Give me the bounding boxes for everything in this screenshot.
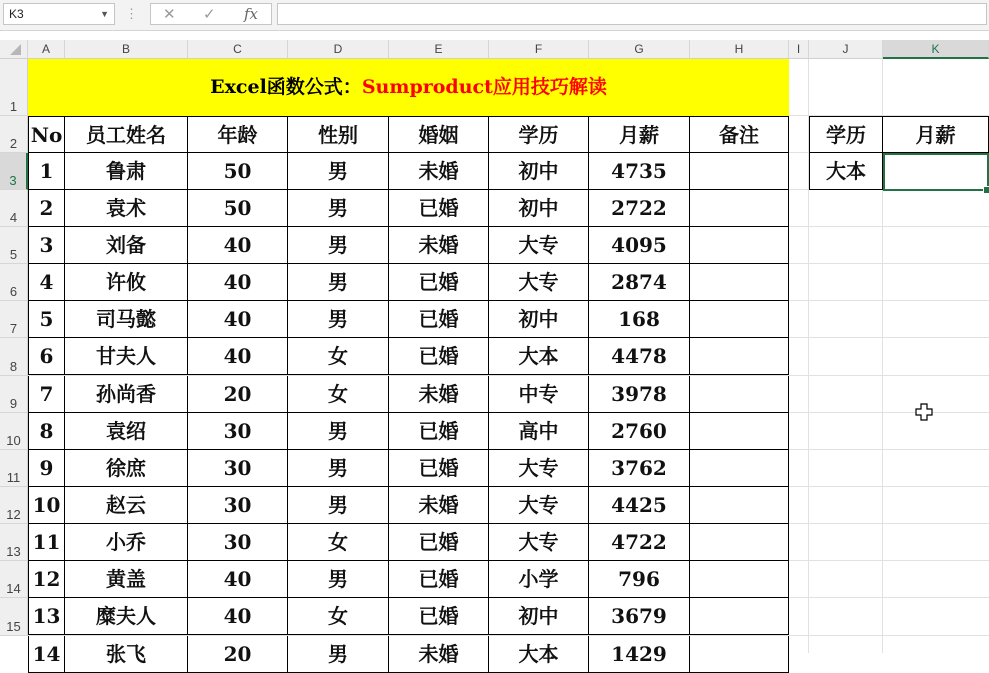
table-cell[interactable]: 男 — [288, 153, 389, 190]
table-cell[interactable]: 大本 — [489, 636, 589, 673]
row-header-5[interactable] — [0, 227, 28, 264]
table-cell[interactable]: 男 — [288, 301, 389, 338]
row-number: 13 — [6, 544, 21, 559]
column-header-i[interactable]: I — [789, 40, 809, 59]
row-header-14[interactable] — [0, 561, 28, 598]
table-cell[interactable]: 5 — [28, 301, 65, 338]
table-cell[interactable]: 40 — [188, 561, 288, 598]
table-cell[interactable]: 初中 — [489, 598, 589, 635]
table-cell[interactable] — [690, 524, 789, 561]
table-cell[interactable]: 13 — [28, 598, 65, 635]
table-header-cell[interactable]: 备注 — [690, 116, 789, 153]
table-cell[interactable]: 10 — [28, 487, 65, 524]
cancel-icon[interactable]: ✕ — [163, 5, 176, 23]
row-header-3[interactable] — [0, 153, 28, 190]
sheet-title[interactable] — [28, 59, 789, 116]
table-cell[interactable] — [690, 376, 789, 413]
row-number: 9 — [9, 396, 18, 411]
row-number: 14 — [6, 581, 21, 596]
table-cell[interactable] — [690, 338, 789, 375]
table-cell[interactable]: 已婚 — [389, 413, 489, 450]
table-cell[interactable]: 女 — [288, 598, 389, 635]
column-header-c[interactable]: C — [188, 40, 288, 59]
table-cell[interactable]: 初中 — [489, 153, 589, 190]
table-cell[interactable]: 未婚 — [389, 487, 489, 524]
row-number: 12 — [6, 507, 21, 522]
row-number: 11 — [6, 470, 21, 485]
table-cell[interactable]: 未婚 — [389, 376, 489, 413]
row-header-15[interactable] — [0, 598, 28, 636]
row-number: 15 — [6, 619, 21, 634]
table-cell[interactable]: 大专 — [489, 264, 589, 301]
table-cell[interactable] — [690, 190, 789, 227]
table-cell[interactable]: 4735 — [589, 153, 690, 190]
table-cell[interactable]: 796 — [589, 561, 690, 598]
table-header-cell[interactable]: No — [28, 116, 65, 153]
row-number: 2 — [9, 136, 18, 151]
side-cell[interactable]: 大本 — [809, 153, 883, 190]
table-header-cell[interactable]: 年龄 — [188, 116, 288, 153]
table-cell[interactable]: 已婚 — [389, 338, 489, 375]
table-cell[interactable]: 2 — [28, 190, 65, 227]
column-header-b[interactable]: B — [65, 40, 188, 59]
table-cell[interactable]: 未婚 — [389, 636, 489, 673]
table-header-cell[interactable]: 学历 — [489, 116, 589, 153]
name-box[interactable] — [3, 3, 115, 25]
table-cell[interactable]: 赵云 — [65, 487, 188, 524]
table-cell[interactable]: 1 — [28, 153, 65, 190]
table-cell[interactable]: 40 — [188, 264, 288, 301]
table-cell[interactable]: 女 — [288, 338, 389, 375]
table-cell[interactable]: 4425 — [589, 487, 690, 524]
table-cell[interactable]: 男 — [288, 413, 389, 450]
table-cell[interactable]: 女 — [288, 376, 389, 413]
table-cell[interactable]: 小学 — [489, 561, 589, 598]
table-cell[interactable]: 2874 — [589, 264, 690, 301]
table-cell[interactable]: 已婚 — [389, 190, 489, 227]
table-cell[interactable]: 已婚 — [389, 450, 489, 487]
row-header-1[interactable] — [0, 59, 28, 116]
table-cell[interactable]: 30 — [188, 413, 288, 450]
table-header-cell[interactable]: 月薪 — [589, 116, 690, 153]
table-cell[interactable] — [690, 227, 789, 264]
formula-bar — [0, 0, 989, 31]
name-box-value: K3 — [9, 7, 24, 21]
table-cell[interactable]: 男 — [288, 227, 389, 264]
column-header-j[interactable]: J — [809, 40, 883, 59]
table-cell[interactable]: 张飞 — [65, 636, 188, 673]
table-cell[interactable]: 20 — [188, 636, 288, 673]
column-headers — [0, 40, 989, 59]
select-all-corner[interactable] — [0, 40, 28, 59]
row-number: 10 — [6, 433, 21, 448]
table-cell[interactable] — [690, 598, 789, 635]
table-cell[interactable]: 大专 — [489, 487, 589, 524]
table-cell[interactable]: 大本 — [489, 338, 589, 375]
table-cell[interactable]: 6 — [28, 338, 65, 375]
table-cell[interactable]: 3 — [28, 227, 65, 264]
row-header-12[interactable] — [0, 487, 28, 524]
table-cell[interactable]: 9 — [28, 450, 65, 487]
table-cell[interactable]: 男 — [288, 264, 389, 301]
table-header-cell[interactable]: 性别 — [288, 116, 389, 153]
table-cell[interactable]: 男 — [288, 636, 389, 673]
row-header-11[interactable] — [0, 450, 28, 487]
table-cell[interactable]: 30 — [188, 450, 288, 487]
row-header-2[interactable] — [0, 116, 28, 153]
table-cell[interactable]: 小乔 — [65, 524, 188, 561]
table-cell[interactable]: 已婚 — [389, 524, 489, 561]
enter-check-icon[interactable]: ✓ — [203, 5, 216, 23]
formula-input[interactable] — [277, 3, 987, 25]
table-cell[interactable]: 7 — [28, 376, 65, 413]
table-cell[interactable]: 30 — [188, 487, 288, 524]
row-number: 1 — [9, 99, 18, 114]
table-cell[interactable]: 2760 — [589, 413, 690, 450]
table-cell[interactable]: 30 — [188, 524, 288, 561]
table-cell[interactable]: 许攸 — [65, 264, 188, 301]
chevron-down-icon[interactable]: ▼ — [100, 9, 109, 19]
table-cell[interactable]: 大专 — [489, 450, 589, 487]
table-cell[interactable] — [690, 450, 789, 487]
table-cell[interactable]: 50 — [188, 153, 288, 190]
row-header-7[interactable] — [0, 301, 28, 338]
row-number: 3 — [9, 173, 17, 188]
table-header-cell[interactable]: 员工姓名 — [65, 116, 188, 153]
table-cell[interactable]: 中专 — [489, 376, 589, 413]
column-header-a[interactable]: A — [28, 40, 65, 59]
table-cell[interactable]: 甘夫人 — [65, 338, 188, 375]
side-header-cell[interactable]: 月薪 — [883, 116, 989, 153]
table-cell[interactable]: 40 — [188, 338, 288, 375]
table-cell[interactable]: 男 — [288, 487, 389, 524]
table-cell[interactable]: 2722 — [589, 190, 690, 227]
table-cell[interactable] — [690, 264, 789, 301]
column-header-e[interactable]: E — [389, 40, 489, 59]
fill-handle[interactable] — [983, 186, 989, 194]
table-cell[interactable]: 大专 — [489, 524, 589, 561]
table-cell[interactable]: 4 — [28, 264, 65, 301]
table-cell[interactable]: 大专 — [489, 227, 589, 264]
table-cell[interactable]: 黄盖 — [65, 561, 188, 598]
table-cell[interactable] — [690, 301, 789, 338]
table-cell[interactable]: 司马懿 — [65, 301, 188, 338]
table-cell[interactable]: 男 — [288, 561, 389, 598]
fx-icon[interactable]: fx — [244, 5, 259, 23]
table-cell[interactable]: 糜夫人 — [65, 598, 188, 635]
row-number: 5 — [9, 247, 18, 262]
row-number: 8 — [9, 359, 18, 374]
table-cell[interactable] — [690, 636, 789, 673]
table-cell[interactable]: 已婚 — [389, 301, 489, 338]
table-cell[interactable]: 1429 — [589, 636, 690, 673]
table-cell[interactable]: 20 — [188, 376, 288, 413]
column-header-g[interactable]: G — [589, 40, 690, 59]
table-cell[interactable]: 高中 — [489, 413, 589, 450]
cell-cursor-icon — [915, 403, 933, 421]
table-cell[interactable]: 已婚 — [389, 264, 489, 301]
table-cell[interactable]: 男 — [288, 190, 389, 227]
row-header-9[interactable] — [0, 376, 28, 413]
row-number: 6 — [9, 284, 18, 299]
table-cell[interactable]: 50 — [188, 190, 288, 227]
row-number: 7 — [9, 321, 18, 336]
table-cell[interactable]: 已婚 — [389, 561, 489, 598]
table-cell[interactable] — [690, 413, 789, 450]
table-cell[interactable]: 孙尚香 — [65, 376, 188, 413]
row-header-4[interactable] — [0, 190, 28, 227]
select-all-icon — [10, 44, 21, 55]
table-cell[interactable]: 3762 — [589, 450, 690, 487]
table-cell[interactable]: 初中 — [489, 301, 589, 338]
table-header-cell[interactable]: 婚姻 — [389, 116, 489, 153]
title-prefix: Excel函数公式： — [210, 76, 362, 98]
table-cell[interactable]: 女 — [288, 524, 389, 561]
table-cell[interactable]: 11 — [28, 524, 65, 561]
table-cell[interactable]: 鲁肃 — [65, 153, 188, 190]
column-header-f[interactable]: F — [489, 40, 589, 59]
drag-handle-icon[interactable]: ⋮ — [125, 6, 138, 21]
table-cell[interactable]: 徐庶 — [65, 450, 188, 487]
table-cell[interactable]: 4722 — [589, 524, 690, 561]
column-header-h[interactable]: H — [690, 40, 789, 59]
row-header-13[interactable] — [0, 524, 28, 561]
table-cell[interactable]: 8 — [28, 413, 65, 450]
table-cell[interactable]: 袁绍 — [65, 413, 188, 450]
table-cell[interactable] — [690, 561, 789, 598]
table-cell[interactable]: 4095 — [589, 227, 690, 264]
row-header-8[interactable] — [0, 338, 28, 376]
table-cell[interactable] — [690, 487, 789, 524]
table-cell[interactable]: 袁术 — [65, 190, 188, 227]
table-cell[interactable] — [690, 153, 789, 190]
title-highlight: Sumproduct应用技巧解读 — [361, 76, 607, 98]
column-header-k[interactable]: K — [883, 40, 989, 59]
column-header-d[interactable]: D — [288, 40, 389, 59]
table-cell[interactable]: 4478 — [589, 338, 690, 375]
row-header-10[interactable] — [0, 413, 28, 450]
table-cell[interactable]: 男 — [288, 450, 389, 487]
table-cell[interactable]: 未婚 — [389, 153, 489, 190]
table-cell[interactable]: 未婚 — [389, 227, 489, 264]
table-cell[interactable]: 初中 — [489, 190, 589, 227]
table-cell[interactable]: 168 — [589, 301, 690, 338]
row-header-6[interactable] — [0, 264, 28, 301]
side-header-cell[interactable]: 学历 — [809, 116, 883, 153]
table-cell[interactable]: 已婚 — [389, 598, 489, 635]
table-cell[interactable]: 14 — [28, 636, 65, 673]
table-cell[interactable]: 40 — [188, 227, 288, 264]
table-cell[interactable]: 40 — [188, 301, 288, 338]
table-cell[interactable]: 40 — [188, 598, 288, 635]
row-number: 4 — [9, 210, 18, 225]
table-cell[interactable]: 3679 — [589, 598, 690, 635]
formula-buttons — [150, 3, 272, 25]
table-cell[interactable]: 3978 — [589, 376, 690, 413]
selected-cell-border[interactable] — [883, 153, 989, 191]
table-cell[interactable]: 12 — [28, 561, 65, 598]
table-cell[interactable]: 刘备 — [65, 227, 188, 264]
